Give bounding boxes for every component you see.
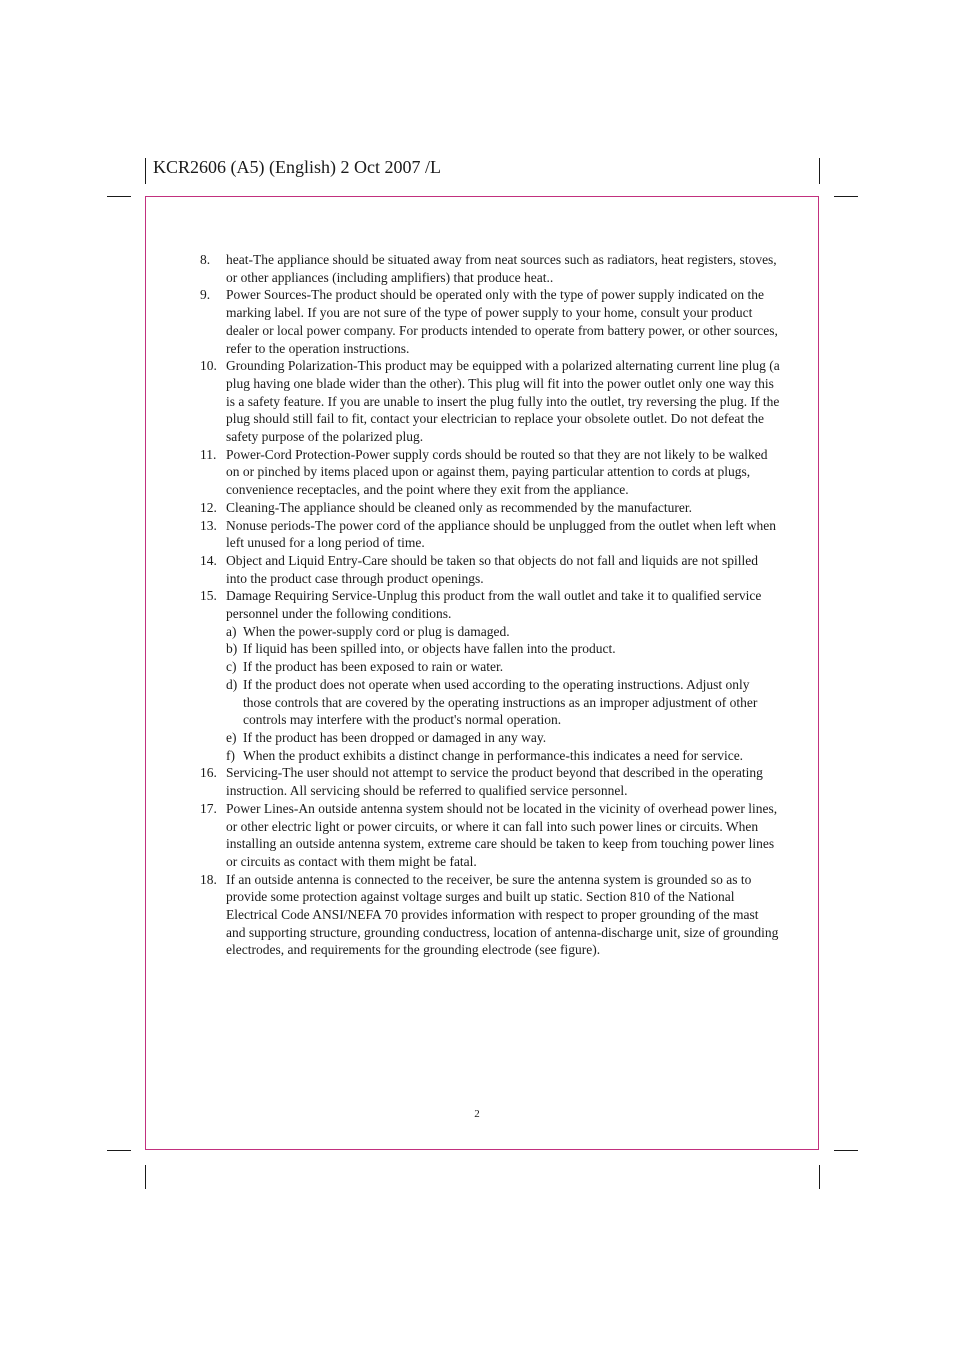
item-number: 17.	[200, 800, 217, 816]
crop-mark	[819, 158, 820, 184]
condition-label: e)	[226, 729, 237, 745]
condition-item	[226, 676, 780, 729]
item-number: 13.	[200, 517, 217, 533]
list-item	[200, 499, 780, 517]
crop-mark	[819, 1165, 820, 1189]
item-number: 15.	[200, 588, 217, 604]
item-number: 8.	[200, 252, 211, 267]
crop-mark	[145, 158, 146, 184]
list-item	[200, 552, 780, 587]
list-item	[200, 251, 780, 286]
condition-item	[226, 729, 780, 747]
item-text: Nonuse periods-The power cord of the appliance should be unplugged from the outlet when left when left unused for a long period of time.	[226, 517, 776, 551]
safety-instructions-list	[200, 251, 780, 959]
condition-item	[226, 640, 780, 658]
condition-text: When the power-supply cord or plug is damaged.	[243, 623, 510, 639]
item-text: Power Lines-An outside antenna system should not be located in the vicinity of overhead power lines, or other electric light or power circuits, or where it can fall into such power lines or circuits. When installing an outside antenna system, extreme care should be taken to keep from touching power lines or circuits as contact with them might be fatal.	[226, 800, 778, 869]
item-number: 10.	[200, 358, 217, 374]
item-text: Object and Liquid Entry-Care should be taken so that objects do not fall and liquids are not spilled into the product case through product openings.	[226, 552, 759, 586]
item-number: 11.	[200, 446, 217, 462]
condition-text: If the product has been exposed to rain or water.	[243, 659, 504, 675]
condition-text: If liquid has been spilled into, or objects have fallen into the product.	[243, 641, 616, 657]
crop-mark	[107, 196, 131, 197]
item-text: If an outside antenna is connected to the receiver, be sure the antenna system is grounded so as to provide some protection against voltage surges and built up static. Section 810 of the National Electrical Code ANSI/NEFA 70 provides information with respect to proper grounding of the mast and supporting structure, grounding conductress, location of antenna-discharge unit, size of grounding electrodes, and requirements for the grounding electrode (see figure).	[226, 871, 779, 958]
item-text: Power Sources-The product should be operated only with the type of power supply indicated on the marking label. If you are not sure of the type of power supply to your home, consult your product dealer or local power company. For products intended to operate from battery power, or other sources, refer to the operation instructions.	[226, 287, 778, 356]
condition-label: b)	[226, 641, 238, 657]
list-item	[200, 357, 780, 446]
condition-label: f)	[226, 747, 235, 763]
list-item	[200, 871, 780, 960]
page-number: 2	[474, 1108, 480, 1120]
item-text: Cleaning-The appliance should be cleaned only as recommended by the manufacturer.	[226, 499, 692, 515]
item-body	[226, 587, 780, 764]
item-number: 18.	[200, 871, 217, 887]
item-number: 16.	[200, 765, 217, 781]
list-item	[200, 446, 780, 499]
list-item	[200, 517, 780, 552]
crop-mark	[834, 1150, 858, 1151]
condition-text: If the product does not operate when used according to the operating instructions. Adjust only those controls that are covered by the operating instructions as an improper adjustment of other controls may interfere with the product's normal operation.	[243, 676, 758, 728]
condition-label: a)	[226, 623, 237, 639]
item-number: 9.	[200, 287, 211, 303]
item-text: Grounding Polarization-This product may be equipped with a polarized alternating current line plug (a plug having one blade wider than the other). This plug will fit into the power outlet only one way this is a safety feature. If you are unable to insert the plug fully into the outlet, try reversing the plug. If the plug should still fail to fit, contact your electrician to replace your obsolete outlet. Do not defeat the safety purpose of the polarized plug.	[226, 358, 780, 445]
condition-item	[226, 658, 780, 676]
condition-item	[226, 747, 780, 765]
list-item	[200, 587, 780, 764]
item-text: heat-The appliance should be situated away from neat sources such as radiators, heat registers, stoves, or other appliances (including amplifiers) that produce heat..	[226, 252, 777, 285]
item-text: Servicing-The user should not attempt to service the product beyond that described in the operating instruction. All servicing should be referred to qualified service personnel.	[226, 765, 763, 799]
document-header-title: KCR2606 (A5) (English) 2 Oct 2007 /L	[153, 157, 441, 177]
condition-item	[226, 623, 780, 641]
condition-text: When the product exhibits a distinct change in performance-this indicates a need for service.	[243, 747, 744, 763]
list-item	[200, 800, 780, 871]
crop-mark	[145, 1165, 146, 1189]
item-number: 12.	[200, 499, 217, 515]
item-text: Damage Requiring Service-Unplug this product from the wall outlet and take it to qualified service personnel under the following conditions.	[226, 588, 762, 622]
condition-text: If the product has been dropped or damaged in any way.	[243, 729, 547, 745]
crop-mark	[834, 196, 858, 197]
condition-label: c)	[226, 659, 237, 675]
crop-mark	[107, 1150, 131, 1151]
list-item	[200, 764, 780, 799]
item-number: 14.	[200, 552, 217, 568]
item-text: Power-Cord Protection-Power supply cords should be routed so that they are not likely to be walked on or pinched by items placed upon or against them, paying particular attention to cords at plugs, convenience receptacles, and the point where they exit from the appliance.	[226, 446, 768, 498]
condition-label: d)	[226, 676, 238, 692]
list-item	[200, 286, 780, 357]
